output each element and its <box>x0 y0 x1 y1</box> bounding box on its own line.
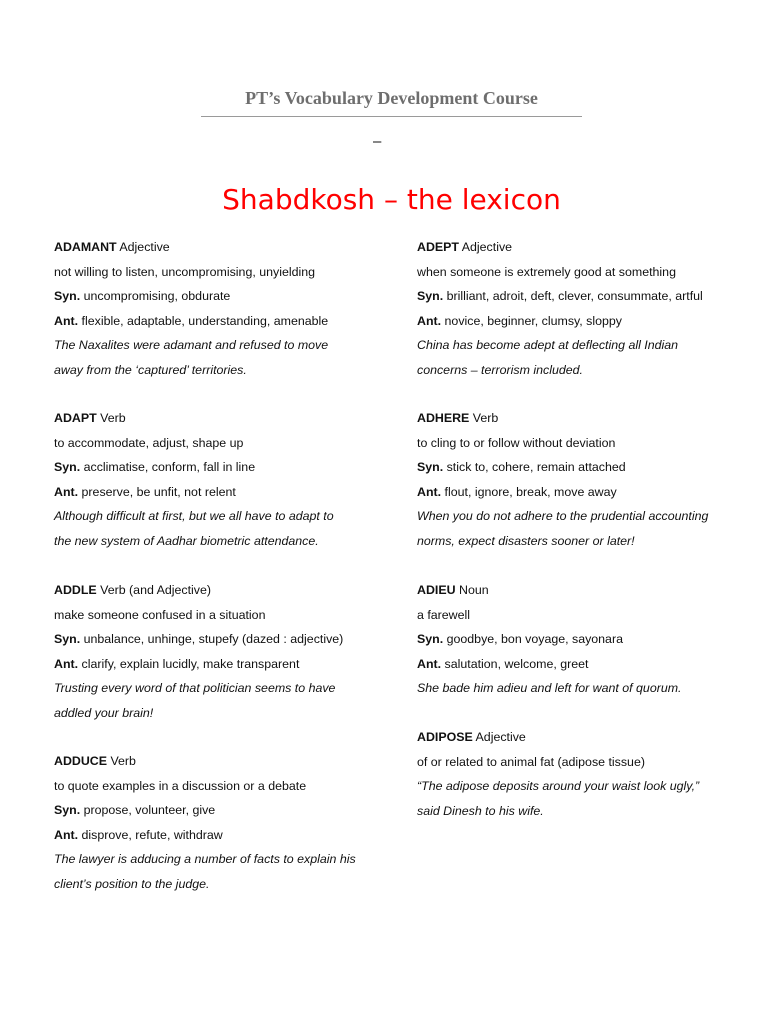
headword: ADEPT <box>417 240 459 254</box>
syn-label: Syn. <box>417 632 444 647</box>
synonyms <box>417 455 747 480</box>
ant-values: salutation, welcome, greet <box>441 656 589 671</box>
ant-values: disprove, refute, withdraw <box>78 827 223 842</box>
ant-values: flexible, adaptable, understanding, amenable <box>78 313 329 328</box>
antonyms <box>417 652 747 677</box>
syn-values: uncompromising, obdurate <box>80 289 231 304</box>
synonyms <box>54 455 384 480</box>
entry-heading <box>54 749 384 774</box>
syn-values: brilliant, adroit, deft, clever, consummate, artful <box>443 289 703 304</box>
definition: to quote examples in a discussion or a debate <box>54 778 307 793</box>
headword: ADDUCE <box>54 754 108 768</box>
syn-label: Syn. <box>54 803 81 818</box>
definition: not willing to listen, uncompromising, unyielding <box>54 264 316 279</box>
example-line: When you do not adhere to the prudential accounting <box>417 509 709 524</box>
entry-adamant <box>54 235 384 383</box>
entry-adapt <box>54 406 384 554</box>
part-of-speech: Verb <box>469 411 499 425</box>
headword: ADAMANT <box>54 240 117 254</box>
definition: make someone confused in a situation <box>54 607 266 622</box>
entry-heading <box>54 235 384 260</box>
course-title: PT’s Vocabulary Development Course <box>245 88 538 108</box>
part-of-speech: Adjective <box>459 240 513 254</box>
example-line: “The adipose deposits around your waist look ugly,” <box>417 779 700 794</box>
ant-values: novice, beginner, clumsy, sloppy <box>441 313 622 328</box>
definition: of or related to animal fat (adipose tissue) <box>417 754 645 769</box>
ant-label: Ant. <box>417 484 442 499</box>
example-line: China has become adept at deflecting all Indian <box>417 338 679 353</box>
part-of-speech: Verb <box>96 411 126 425</box>
part-of-speech: Adjective <box>116 240 170 254</box>
headword: ADIPOSE <box>417 730 473 744</box>
antonyms <box>54 823 384 848</box>
syn-values: acclimatise, conform, fall in line <box>80 460 256 475</box>
title-divider <box>201 116 582 117</box>
syn-label: Syn. <box>417 289 444 304</box>
definition: a farewell <box>417 607 471 622</box>
definition: to accommodate, adjust, shape up <box>54 435 244 450</box>
part-of-speech: Verb <box>107 754 136 768</box>
syn-label: Syn. <box>417 460 444 475</box>
headword: ADDLE <box>54 583 97 597</box>
example-line: Trusting every word of that politician seems to have <box>54 681 336 696</box>
antonyms <box>417 309 747 334</box>
example-line: The Naxalites were adamant and refused to move <box>54 338 329 353</box>
ant-values: clarify, explain lucidly, make transparent <box>78 656 300 671</box>
ant-values: flout, ignore, break, move away <box>441 484 617 499</box>
ant-label: Ant. <box>417 656 442 671</box>
syn-values: goodbye, bon voyage, sayonara <box>443 632 623 647</box>
entry-heading <box>54 406 384 431</box>
example-line: said Dinesh to his wife. <box>417 803 544 818</box>
headword: ADIEU <box>417 583 456 597</box>
ant-label: Ant. <box>54 656 79 671</box>
syn-label: Syn. <box>54 289 81 304</box>
dash-mark: – <box>373 133 382 150</box>
definition: to cling to or follow without deviation <box>417 435 616 450</box>
example-line: away from the ‘captured’ territories. <box>54 362 247 377</box>
syn-values: stick to, cohere, remain attached <box>443 460 626 475</box>
example-line: She bade him adieu and left for want of quorum. <box>417 681 682 696</box>
ant-label: Ant. <box>54 313 79 328</box>
synonyms <box>54 627 384 652</box>
ant-label: Ant. <box>54 827 79 842</box>
entry-adduce <box>54 749 384 897</box>
example-line: addled your brain! <box>54 705 154 720</box>
ant-label: Ant. <box>54 484 79 499</box>
antonyms <box>54 652 384 677</box>
headword: ADAPT <box>54 411 97 425</box>
entry-adept <box>417 235 747 383</box>
syn-label: Syn. <box>54 460 81 475</box>
part-of-speech: Noun <box>455 583 489 597</box>
synonyms <box>417 284 747 309</box>
synonyms <box>54 798 384 823</box>
headword: ADHERE <box>417 411 470 425</box>
antonyms <box>54 309 384 334</box>
synonyms <box>417 627 747 652</box>
syn-label: Syn. <box>54 632 81 647</box>
ant-values: preserve, be unfit, not relent <box>78 484 236 499</box>
example-line: client’s position to the judge. <box>54 876 210 891</box>
syn-values: unbalance, unhinge, stupefy (dazed : adjective) <box>80 632 344 647</box>
example-line: The lawyer is adducing a number of facts to explain his <box>54 852 356 867</box>
entry-adhere <box>417 406 747 554</box>
antonyms <box>54 480 384 505</box>
example-line: concerns – terrorism included. <box>417 362 583 377</box>
part-of-speech: Verb (and Adjective) <box>96 583 212 597</box>
definition: when someone is extremely good at something <box>417 264 676 279</box>
part-of-speech: Adjective <box>472 730 526 744</box>
entry-adieu <box>417 578 747 701</box>
entry-heading <box>417 235 747 260</box>
entry-heading <box>417 725 747 750</box>
entry-heading <box>54 578 384 603</box>
example-line: the new system of Aadhar biometric attendance. <box>54 533 319 548</box>
example-line: Although difficult at first, but we all have to adapt to <box>54 509 334 524</box>
entry-heading <box>417 406 747 431</box>
syn-values: propose, volunteer, give <box>80 803 216 818</box>
synonyms <box>54 284 384 309</box>
entry-adipose <box>417 725 747 823</box>
entry-addle <box>54 578 384 726</box>
antonyms <box>417 480 747 505</box>
example-line: norms, expect disasters sooner or later! <box>417 533 635 548</box>
ant-label: Ant. <box>417 313 442 328</box>
page-title: Shabdkosh – the lexicon <box>222 183 561 216</box>
entry-heading <box>417 578 747 603</box>
